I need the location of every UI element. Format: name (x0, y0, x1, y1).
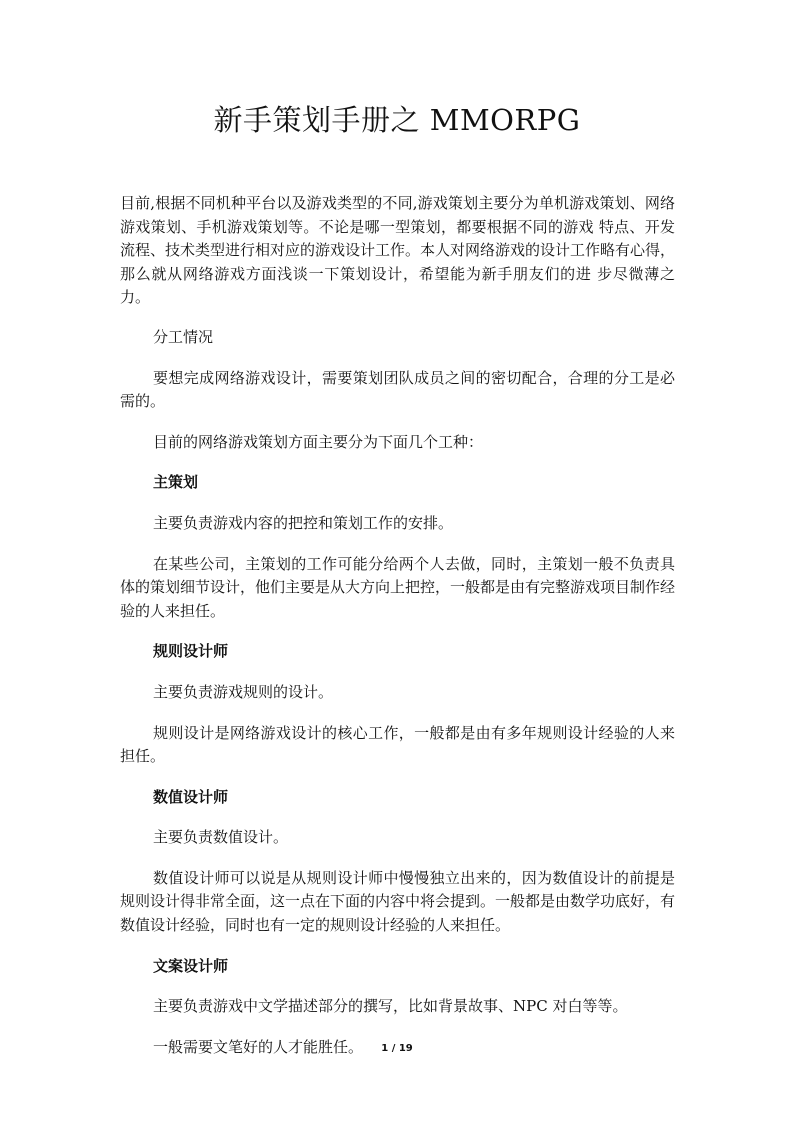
body-paragraph: 主要负责游戏内容的把控和策划工作的安排。 (153, 513, 454, 532)
body-paragraph: 主要负责游戏规则的设计。 (153, 682, 334, 701)
page-number: 1 / 19 (381, 1043, 413, 1054)
body-paragraph: 数值设计师可以说是从规则设计师中慢慢独立出来的，因为数值设计的前提是规则设计得非常全面，这一点在下面的内容中将会提到。一般都是由数学功底好，有数值设计经验，同时也有一定的规则设计经验的人来担任。 (120, 868, 676, 935)
intro-paragraph: 目前,根据不同机种平台以及游戏类型的不同,游戏策划主要分为单机游戏策划、网络游戏策划、手机游戏策划等。不论是哪一型策划，都要根据不同的游戏 特点、开发流程、技术类型进行相对应的游戏设计工作。本人对网络游戏的设计工作略有心得，那么就从网络游戏方面浅谈一下策划设计，希望能为新手朋友们的进 步尽微薄之力。 (120, 194, 676, 307)
body-paragraph: 在某些公司，主策划的工作可能分给两个人去做，同时，主策划一般不负责具体的策划细节设计，他们主要是从大方向上把控，一般都是由有完整游戏项目制作经验的人来担任。 (120, 554, 676, 620)
body-paragraph: 要想完成网络游戏设计，需要策划团队成员之间的密切配合，合理的分工是必需的。 (120, 368, 675, 411)
body-paragraph: 目前的网络游戏策划方面主要分为下面几个工种： (153, 432, 484, 451)
section-label-division: 分工情况 (153, 327, 214, 346)
heading-rules-designer: 规则设计师 (153, 642, 229, 661)
body-paragraph: 主要负责游戏中文学描述部分的撰写，比如背景故事、NPC 对白等等。 (153, 997, 628, 1016)
heading-copy-designer: 文案设计师 (153, 956, 229, 975)
body-paragraph: 主要负责数值设计。 (153, 828, 289, 847)
heading-numbers-designer: 数值设计师 (153, 787, 229, 806)
document-title: 新手策划手册之 MMORPG (213, 103, 581, 137)
document-body (120, 192, 675, 1076)
body-paragraph: 规则设计是网络游戏设计的核心工作，一般都是由有多年规则设计经验的人来担任。 (120, 723, 675, 766)
heading-lead-designer: 主策划 (153, 473, 199, 492)
body-paragraph: 一般需要文笔好的人才能胜任。 (153, 1037, 364, 1056)
